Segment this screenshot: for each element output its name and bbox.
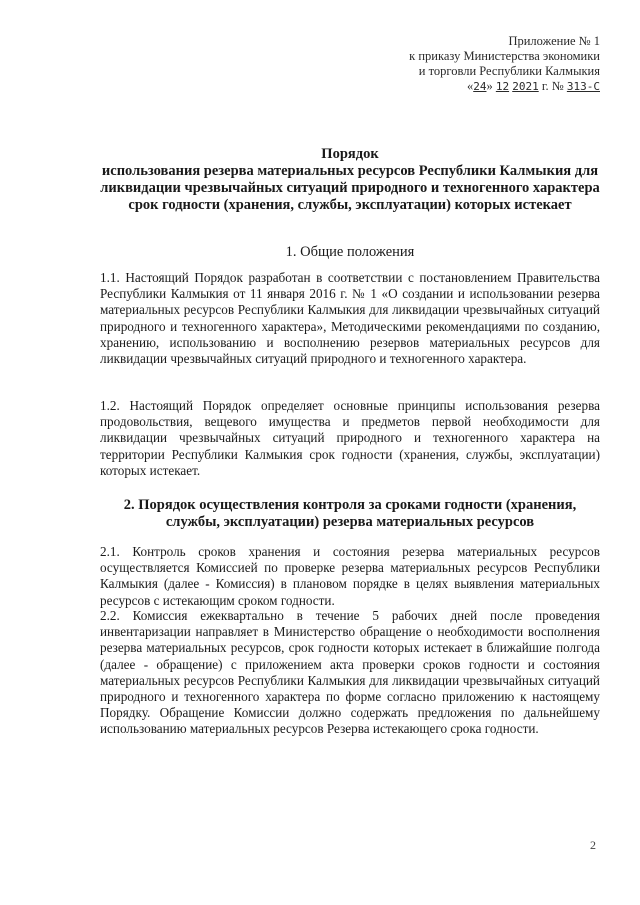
title-line-1: Порядок — [321, 146, 379, 162]
appendix-header — [409, 34, 600, 94]
date-quote-open: « — [466, 79, 474, 93]
page-number: 2 — [590, 838, 596, 852]
date-month: 12 — [495, 80, 510, 93]
date-quote-close: » — [486, 79, 493, 93]
appendix-line-2: к приказу Министерства экономики — [409, 49, 600, 63]
section-2-heading: 2. Порядок осуществления контроля за сроками годности (хранения, службы, эксплуатации) резерва материальных ресурсов — [123, 497, 577, 530]
paragraph-1-2: 1.2. Настоящий Порядок определяет основные принципы использования резерва продовольствия, вещевого имущества и предметов первой необходимости для ликвидации чрезвычайных ситуаций природного и техногенного характера на территории Республики Калмыкия срок годности (хранения, службы, эксплуатации) которых истекает. — [100, 398, 600, 478]
document-title — [100, 146, 600, 214]
date-year: 2021 — [512, 80, 539, 93]
appendix-line-3: и торговли Республики Калмыкия — [418, 64, 600, 78]
title-line-2: использования резерва материальных ресурсов Республики Калмыкия для ликвидации чрезвычайных ситуаций природного и техногенного характера срок годности (хранения, службы, эксплуатации) которых истекает — [100, 163, 600, 213]
appendix-date-line — [409, 79, 600, 94]
paragraph-2-2: 2.2. Комиссия ежеквартально в течение 5 рабочих дней после проведения инвентаризации направляет в Министерство обращение о необходимости восполнения резерва материальных ресурсов, срок годности которых истекает в ближайшие полгода (далее - обращение) с приложением акта проверки сроков годности и состояния материальных ресурсов Республики Калмыкия для ликвидации чрезвычайных ситуаций природного и техногенного характера по форме согласно приложению к настоящему Порядку. Обращение Комиссии должно содержать предложения по дальнейшему использованию материальных ресурсов Резерва истекающего срока годности. — [100, 608, 600, 737]
appendix-line-1: Приложение № 1 — [508, 34, 600, 48]
order-number: 313-С — [566, 80, 600, 93]
paragraph-1-1: 1.1. Настоящий Порядок разработан в соответствии с постановлением Правительства Республики Калмыкия от 11 января 2016 г. № 1 «О создании и использовании резерва материальных ресурсов Республики Калмыкия для ликвидации чрезвычайных ситуаций природного и техногенного характера», Методическими рекомендациями по созданию, хранению, использованию и восполнению резервов материальных ресурсов для ликвидации чрезвычайных ситуаций природного и техногенного характера. — [100, 270, 600, 367]
date-day: 24 — [473, 80, 487, 93]
section-1-heading: 1. Общие положения — [285, 244, 415, 260]
year-suffix: г. № — [541, 79, 564, 93]
paragraph-2-1: 2.1. Контроль сроков хранения и состояния резерва материальных ресурсов осуществляется Комиссией по проверке резерва материальных ресурсов Республики Калмыкия (далее - Комиссия) в плановом порядке в целях выявления материальных ресурсов с истекающим сроком годности. — [100, 544, 600, 608]
